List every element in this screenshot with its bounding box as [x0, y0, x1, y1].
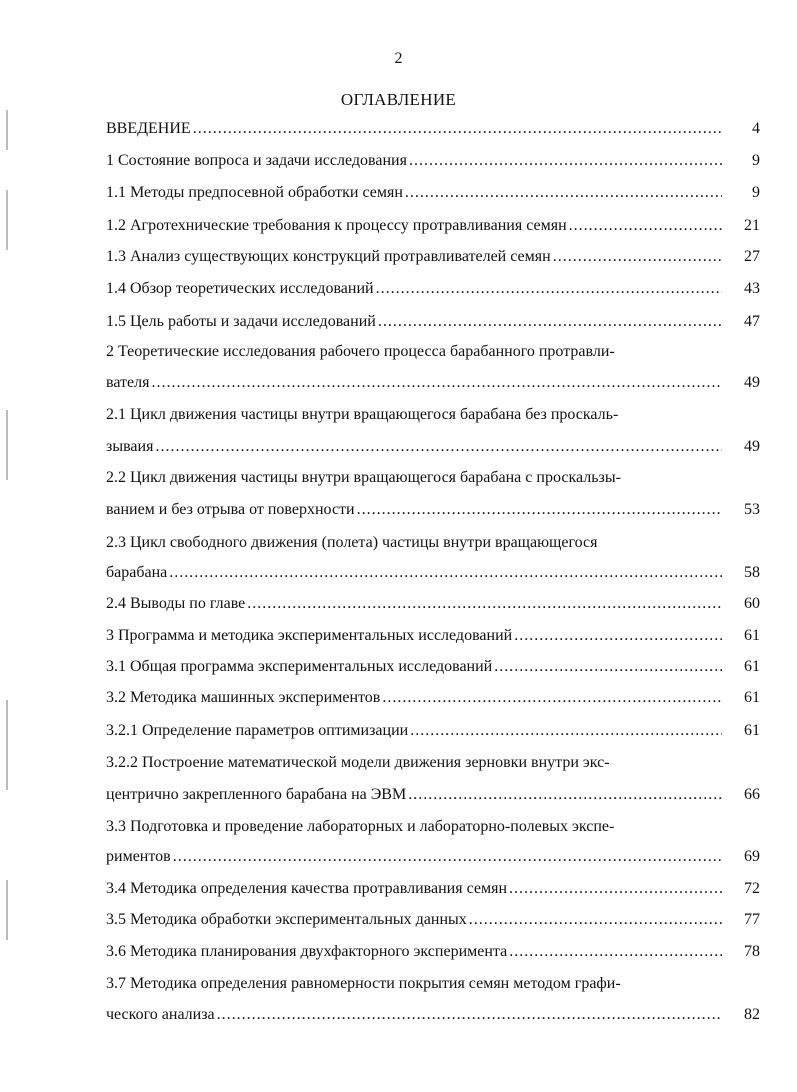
toc-entry — [106, 152, 722, 176]
toc-entry-text: 2.4 Выводы по главе — [106, 595, 246, 612]
toc-page-number: 78 — [744, 943, 760, 960]
toc-page-number: 77 — [744, 911, 760, 928]
scan-artifact — [6, 700, 8, 790]
toc-entry — [106, 722, 722, 746]
toc-entry-text: 2.1 Цикл движения частицы внутри вращающегося барабана без проскаль- — [106, 406, 619, 423]
toc-entry-text: 2.3 Цикл свободного движения (полета) частицы внутри вращающегося — [106, 534, 598, 551]
toc-page-number: 82 — [744, 1006, 760, 1023]
toc-entry-continuation: ческого анализа — [106, 1006, 215, 1023]
toc-entry-continuation: риментов — [106, 848, 171, 865]
toc-entry-text: 1.1 Методы предпосевной обработки семян — [106, 184, 403, 201]
toc-page-number: 49 — [744, 438, 760, 455]
toc-entry-continuation: центрично закрепленного барабана на ЭВМ — [106, 786, 407, 803]
dot-leader — [405, 184, 722, 202]
dot-leader — [193, 120, 722, 138]
toc-page-number: 53 — [744, 501, 760, 518]
toc-page-number: 66 — [744, 786, 760, 803]
toc-entry — [106, 880, 722, 904]
toc-entry — [106, 248, 722, 272]
toc-entry — [106, 564, 722, 588]
scan-artifact — [6, 110, 8, 150]
toc-entry — [106, 184, 722, 208]
toc-entry — [106, 438, 722, 462]
toc-entry-text: 3.7 Методика определения равномерности покрытия семян методом графи- — [106, 975, 621, 992]
dot-leader — [151, 374, 722, 392]
dot-leader — [169, 564, 722, 582]
toc-entry — [106, 120, 722, 144]
toc-entry-text: 1.2 Агротехнические требования к процессу протравливания семян — [106, 217, 567, 234]
dot-leader — [382, 689, 722, 707]
toc-entry — [106, 786, 722, 810]
dot-leader — [409, 152, 722, 170]
toc-entry-text: 3.2 Методика машинных экспериментов — [106, 689, 381, 706]
toc-entry-text: 3.4 Методика определения качества протравливания семян — [106, 880, 508, 897]
toc-entry-text: 1.4 Обзор теоретических исследований — [106, 280, 374, 297]
toc-entry — [106, 1006, 722, 1030]
toc-entry-continuation: ванием и без отрыва от поверхности — [106, 501, 355, 518]
toc-entry-text: 3.2.1 Определение параметров оптимизации — [106, 722, 409, 739]
toc-page-number: 4 — [752, 120, 760, 137]
toc-page-number: 72 — [744, 880, 760, 897]
dot-leader — [494, 658, 722, 676]
dot-leader — [217, 1006, 722, 1024]
dot-leader — [569, 217, 722, 235]
toc-page-number: 21 — [744, 217, 760, 234]
dot-leader — [357, 501, 722, 519]
toc-page-number: 9 — [752, 152, 760, 169]
dot-leader — [410, 722, 722, 740]
scan-artifact — [6, 880, 8, 940]
toc-title: ОГЛАВЛЕНИЕ — [340, 90, 457, 109]
toc-page-number: 69 — [744, 848, 760, 865]
toc-page-number: 47 — [744, 313, 760, 330]
toc-entry — [106, 689, 722, 713]
dot-leader — [514, 627, 722, 645]
dot-leader — [509, 943, 722, 961]
toc-page-number: 61 — [744, 627, 760, 644]
toc-entry-text: ВВЕДЕНИЕ — [106, 120, 191, 137]
toc-entry-text: 3.1 Общая программа экспериментальных исследований — [106, 658, 493, 675]
toc-entry — [106, 595, 722, 619]
toc-entry-text: 3.3 Подготовка и проведение лабораторных и лабораторно-полевых экспе- — [106, 818, 615, 835]
dot-leader — [553, 248, 722, 266]
toc-entry — [106, 501, 722, 525]
toc-page-number: 61 — [744, 658, 760, 675]
toc-entry-text: 3 Программа и методика экспериментальных исследований — [106, 627, 513, 644]
toc-entry — [106, 911, 722, 935]
toc-entry — [106, 848, 722, 872]
toc-page-number: 27 — [744, 248, 760, 265]
toc-entry — [106, 627, 722, 651]
toc-entry-text: 1.3 Анализ существующих конструкций протравливателей семян — [106, 248, 551, 265]
toc-entry — [106, 374, 722, 398]
toc-entry-text: 1.5 Цель работы и задачи исследований — [106, 313, 376, 330]
toc-entry-text: 2 Теоретические исследования рабочего процесса барабанного протравли- — [106, 343, 615, 360]
toc-entry-text: 3.2.2 Построение математической модели движения зерновки внутри экс- — [106, 754, 610, 771]
toc-entry-text: 2.2 Цикл движения частицы внутри вращающегося барабана с проскальзы- — [106, 469, 621, 486]
toc-entry-continuation: зываия — [106, 438, 154, 455]
dot-leader — [378, 313, 722, 331]
scan-artifact — [6, 410, 8, 480]
dot-leader — [469, 911, 722, 929]
toc-entry — [106, 658, 722, 682]
dot-leader — [509, 880, 722, 898]
toc-entry-text: 3.6 Методика планирования двухфакторного эксперимента — [106, 943, 508, 960]
toc-entry — [106, 280, 722, 304]
toc-page-number: 61 — [744, 689, 760, 706]
toc-entry — [106, 313, 722, 337]
toc-entry-text: 3.5 Методика обработки экспериментальных данных — [106, 911, 467, 928]
toc-page-number: 9 — [752, 184, 760, 201]
scan-artifact — [6, 190, 8, 250]
toc-page-number: 43 — [744, 280, 760, 297]
page-number: 2 — [394, 50, 403, 67]
toc-page-number: 49 — [744, 374, 760, 391]
toc-entry-continuation: вателя — [106, 374, 150, 391]
toc-entry — [106, 217, 722, 241]
toc-entry — [106, 943, 722, 967]
dot-leader — [173, 848, 722, 866]
toc-page-number: 60 — [744, 595, 760, 612]
dot-leader — [155, 438, 722, 456]
dot-leader — [247, 595, 722, 613]
toc-page-number: 61 — [744, 722, 760, 739]
toc-entry-continuation: барабана — [106, 564, 168, 581]
toc-entry-text: 1 Состояние вопроса и задачи исследования — [106, 152, 407, 169]
toc-page-number: 58 — [744, 564, 760, 581]
dot-leader — [376, 280, 722, 298]
dot-leader — [408, 786, 722, 804]
